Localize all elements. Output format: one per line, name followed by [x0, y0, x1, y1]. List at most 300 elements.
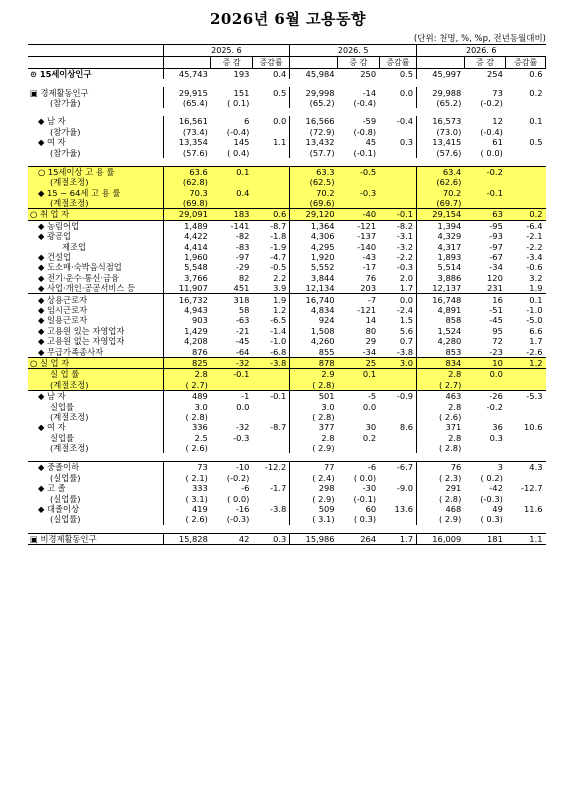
value-cell	[379, 412, 416, 422]
value-cell: 254	[487, 69, 503, 80]
table-row	[28, 326, 546, 336]
value-cell: (-0.1)	[353, 493, 377, 504]
value-cell: ( 0.3)	[480, 514, 503, 525]
spacer-row	[28, 108, 546, 116]
value-cell: -63	[235, 315, 250, 326]
spacer-row	[28, 79, 546, 87]
value-cell: 16	[464, 294, 506, 305]
value-cell	[252, 147, 289, 157]
table-row	[28, 188, 546, 198]
header-chg: 증 감	[211, 57, 253, 69]
value-cell: 70.2	[290, 188, 338, 198]
value-cell: 70.3	[163, 188, 211, 198]
header-rate: 증감률	[252, 57, 289, 69]
value-cell: -3.2	[396, 241, 414, 252]
value-cell	[379, 514, 416, 524]
value-cell: 0.0	[362, 401, 377, 412]
value-cell: 2.8	[417, 401, 465, 411]
value-cell	[252, 166, 289, 177]
value-cell: 14	[365, 315, 377, 326]
value-cell: 49	[492, 504, 503, 515]
value-cell: 73	[163, 462, 211, 473]
table-row	[28, 166, 546, 177]
value-cell: 29,915	[163, 87, 211, 97]
value-cell	[464, 380, 506, 391]
value-cell: -3.4	[526, 252, 543, 263]
row-label: ◆ 상용근로자	[28, 294, 163, 305]
value-cell: -8.7	[270, 422, 287, 433]
value-cell: (62.8)	[163, 177, 211, 187]
row-label: (계절조정)	[50, 411, 89, 422]
value-cell: 16,748	[417, 294, 465, 305]
value-cell: (-0.2)	[226, 472, 250, 483]
value-cell: -0.2	[486, 401, 503, 412]
value-cell: -59	[362, 116, 377, 127]
value-cell: 29	[365, 336, 377, 347]
value-cell: 13,354	[163, 137, 211, 147]
header-period-3: 2026. 6	[417, 45, 546, 57]
value-cell: 29,988	[417, 87, 465, 97]
value-cell: 63.6	[163, 166, 211, 177]
value-cell: ( 2.9)	[290, 443, 338, 453]
value-cell	[464, 412, 506, 422]
value-cell: ( 3.1)	[290, 514, 338, 524]
value-cell	[506, 369, 546, 380]
value-cell: ( 2.8)	[290, 380, 338, 391]
value-cell: 30	[365, 422, 377, 433]
value-cell: -10	[211, 462, 253, 473]
value-cell: 0.6	[252, 209, 289, 220]
value-cell	[252, 380, 289, 391]
value-cell: -6.8	[270, 346, 287, 357]
value-cell	[506, 147, 546, 157]
value-cell: ( 0.3)	[353, 514, 377, 525]
value-cell: 853	[417, 346, 465, 357]
row-label: ○ 취 업 자	[28, 209, 163, 220]
value-cell: 4,295	[290, 241, 338, 251]
row-label: (참가율)	[50, 147, 81, 158]
table-row	[28, 462, 546, 473]
value-cell: 15,986	[290, 533, 338, 544]
row-label: (계절조정)	[50, 443, 89, 454]
value-cell: 509	[290, 504, 338, 514]
value-cell: 463	[417, 390, 465, 401]
value-cell: (62.6)	[417, 177, 465, 187]
table-row	[28, 283, 546, 294]
value-cell	[464, 177, 506, 187]
value-cell: -2.2	[526, 241, 543, 252]
value-cell	[211, 198, 253, 209]
value-cell: -0.6	[526, 262, 543, 273]
value-cell: 10.6	[524, 422, 543, 433]
value-cell: 1,429	[163, 326, 211, 336]
table-row	[28, 473, 546, 483]
value-cell: 42	[211, 533, 253, 544]
value-cell: 82	[238, 272, 250, 283]
value-cell: 183	[211, 209, 253, 220]
value-cell: -97	[489, 241, 503, 252]
value-cell	[379, 127, 416, 137]
table-row	[28, 514, 546, 524]
row-label: ◆ 중졸이하	[28, 462, 163, 473]
value-cell: ( 2.9)	[290, 493, 338, 503]
value-cell: 0.5	[529, 137, 543, 148]
value-cell: -1.7	[270, 483, 287, 494]
value-cell: 1,508	[290, 326, 338, 336]
value-cell	[211, 443, 253, 453]
row-label: (계절조정)	[28, 380, 163, 391]
value-cell: -83	[235, 241, 250, 252]
value-cell: ( 0.0)	[353, 472, 377, 483]
value-cell	[252, 473, 289, 483]
value-cell: 0.1	[506, 294, 546, 305]
value-cell: 0.1	[529, 116, 543, 127]
row-label: ○ 15세이상 고 용 률	[28, 166, 163, 177]
row-label: ◆ 남 자	[38, 116, 66, 127]
row-label: ◆ 광공업	[38, 231, 72, 242]
value-cell: 70.2	[417, 188, 465, 198]
row-label: (참가율)	[50, 97, 81, 108]
table-row	[28, 422, 546, 432]
value-cell: 2.8	[417, 433, 465, 443]
value-cell: -29	[235, 262, 250, 273]
value-cell: 120	[487, 272, 503, 283]
value-cell: -2.1	[526, 231, 543, 242]
value-cell: 13.6	[394, 504, 414, 515]
value-cell: 2.5	[163, 433, 211, 443]
value-cell: -23	[489, 346, 503, 357]
value-cell: -1.8	[270, 231, 287, 242]
value-cell	[506, 127, 546, 137]
value-cell: 2.8	[163, 369, 211, 380]
value-cell: 0.3	[489, 432, 503, 443]
table-row	[28, 412, 546, 422]
value-cell: 45,997	[417, 69, 465, 80]
value-cell: 333	[163, 483, 211, 493]
value-cell: 11,907	[163, 283, 211, 294]
value-cell: -121	[357, 305, 377, 315]
value-cell: 4,208	[163, 336, 211, 346]
value-cell: (73.4)	[163, 127, 211, 137]
value-cell: 0.4	[211, 188, 253, 198]
value-cell: -6.5	[270, 315, 287, 326]
value-cell: 4,943	[163, 305, 211, 315]
value-cell: 0.2	[506, 209, 546, 220]
value-cell: 0.2	[529, 87, 543, 98]
value-cell: 5,552	[290, 262, 338, 272]
value-cell: 3,766	[163, 273, 211, 283]
row-label: ◆ 임시근로자	[38, 305, 88, 315]
value-cell: -12.7	[521, 483, 543, 494]
row-label: (계절조정)	[28, 177, 163, 187]
value-cell	[252, 514, 289, 524]
value-cell: (-0.3)	[480, 493, 503, 504]
value-cell: (-0.4)	[353, 97, 377, 108]
table-row	[28, 401, 546, 411]
table-row	[28, 252, 546, 262]
table-row	[28, 305, 546, 315]
value-cell: 318	[211, 294, 253, 305]
value-cell: ( 2.6)	[163, 443, 211, 453]
table-row	[28, 493, 546, 503]
table-row	[28, 504, 546, 514]
value-cell: (72.9)	[290, 127, 338, 137]
value-cell: -137	[357, 231, 377, 242]
table-row	[28, 369, 546, 380]
value-cell: 16,566	[290, 116, 338, 126]
value-cell	[506, 177, 546, 187]
value-cell: -6	[338, 462, 380, 473]
value-cell: ( 2.8)	[417, 493, 465, 503]
value-cell: 4,422	[163, 231, 211, 241]
value-cell: 6	[244, 116, 250, 127]
table-row	[28, 390, 546, 401]
value-cell: 0.1	[211, 166, 253, 177]
value-cell	[338, 177, 380, 187]
value-cell: 95	[492, 325, 503, 336]
value-cell: -1.0	[270, 336, 287, 347]
value-cell: 2.9	[290, 369, 338, 380]
row-label: 실 업 률	[28, 369, 163, 380]
value-cell: 0.0	[464, 369, 506, 380]
value-cell: 0.3	[252, 533, 289, 544]
table-row	[28, 357, 546, 368]
value-cell: 13,432	[290, 137, 338, 147]
table-row	[28, 483, 546, 493]
value-cell	[506, 473, 546, 483]
value-cell: ( 0.0)	[227, 493, 250, 504]
value-cell	[464, 443, 506, 453]
value-cell: -0.1	[270, 391, 287, 402]
row-label: 제조업	[62, 241, 87, 252]
value-cell: (-0.4)	[480, 126, 503, 137]
value-cell: 264	[338, 533, 380, 544]
spacer-row	[28, 158, 546, 167]
value-cell: -6	[241, 483, 250, 494]
value-cell	[211, 177, 253, 187]
value-cell: 1.7	[399, 283, 414, 294]
value-cell: 834	[417, 357, 465, 368]
value-cell: 1,960	[163, 252, 211, 262]
value-cell	[211, 412, 253, 422]
value-cell: 876	[163, 346, 211, 357]
row-label: ◆ 도소매·숙박음식점업	[38, 262, 122, 273]
value-cell: ( 2.3)	[417, 473, 465, 483]
header-chg: 증 감	[338, 57, 380, 69]
value-cell: 231	[487, 283, 503, 294]
table-body	[28, 69, 546, 545]
value-cell: 0.2	[362, 432, 377, 443]
value-cell	[379, 369, 416, 380]
value-cell: -0.1	[464, 188, 506, 198]
value-cell: 4,329	[417, 231, 465, 241]
row-label: ◆ 일용근로자	[38, 315, 88, 326]
row-label: ▣ 경제활동인구	[30, 87, 89, 98]
value-cell: -2.4	[396, 305, 414, 315]
value-cell: (69.7)	[417, 198, 465, 209]
value-cell: 16,732	[163, 294, 211, 305]
value-cell	[379, 401, 416, 411]
value-cell: -0.1	[211, 369, 253, 380]
row-label: 실업률	[50, 432, 75, 443]
value-cell: 903	[163, 315, 211, 325]
value-cell: 0.4	[273, 69, 287, 80]
value-cell: (69.8)	[163, 198, 211, 209]
value-cell: 4,834	[290, 305, 338, 315]
value-cell: 16,740	[290, 294, 338, 305]
header-rate: 증감률	[506, 57, 546, 69]
value-cell: -40	[338, 209, 380, 220]
value-cell	[252, 177, 289, 187]
value-cell: 3.0	[163, 401, 211, 411]
value-cell: 0.0	[399, 87, 414, 98]
value-cell: -0.5	[338, 166, 380, 177]
value-cell: 145	[233, 137, 250, 148]
value-cell: 61	[492, 137, 503, 148]
value-cell: 878	[290, 357, 338, 368]
value-cell: -5.0	[526, 315, 543, 326]
value-cell: ( 3.1)	[163, 493, 211, 503]
value-cell: 0.0	[236, 401, 250, 412]
value-cell: 4,260	[290, 336, 338, 346]
value-cell: (-0.1)	[353, 147, 377, 158]
value-cell	[379, 443, 416, 453]
header-rate: 증감률	[379, 57, 416, 69]
value-cell: 3.2	[529, 272, 543, 283]
row-label: ○ 실 업 자	[28, 357, 163, 368]
value-cell: (57.6)	[417, 147, 465, 157]
value-cell: -1.4	[270, 325, 287, 336]
table-row	[28, 116, 546, 126]
row-label: (실업률)	[50, 472, 81, 483]
table-row	[28, 443, 546, 453]
row-label: ◆ 고 졸	[38, 483, 66, 494]
unit-note: (단위: 천명, %, %p, 전년동월대비)	[413, 34, 546, 44]
value-cell: 4.3	[506, 462, 546, 473]
value-cell	[338, 412, 380, 422]
value-cell: -26	[489, 391, 503, 402]
value-cell: 2.2	[273, 272, 287, 283]
value-cell: -14	[362, 87, 377, 98]
value-cell: -0.3	[396, 262, 414, 273]
table-row	[28, 147, 546, 157]
value-cell: -1.0	[526, 305, 543, 315]
value-cell: 11.6	[524, 504, 543, 515]
value-cell: 12,137	[417, 283, 465, 294]
value-cell: 468	[417, 504, 465, 514]
value-cell: 1.7	[529, 336, 543, 347]
value-cell: -3.1	[396, 231, 414, 242]
value-cell: 25	[338, 357, 380, 368]
header-sub-row	[28, 57, 546, 69]
value-cell: 1.9	[252, 294, 289, 305]
value-cell	[252, 433, 289, 443]
value-cell: 76	[365, 272, 377, 283]
value-cell: ( 2.7)	[163, 380, 211, 391]
value-cell: 45	[365, 137, 377, 148]
value-cell: 76	[417, 462, 465, 473]
value-cell	[211, 380, 253, 391]
value-cell: 151	[233, 87, 250, 98]
value-cell: -32	[235, 422, 250, 433]
table-row	[28, 433, 546, 443]
value-cell: -43	[362, 252, 377, 263]
value-cell: -6.4	[526, 220, 543, 231]
value-cell: -121	[357, 220, 377, 231]
value-cell	[506, 493, 546, 503]
table-row	[28, 198, 546, 209]
value-cell: 1,394	[417, 220, 465, 231]
table-row	[28, 209, 546, 220]
table-row	[28, 273, 546, 283]
value-cell	[252, 369, 289, 380]
value-cell: -2.2	[396, 252, 414, 263]
value-cell: (62.5)	[290, 177, 338, 187]
row-label: ◆ 대졸이상	[38, 504, 80, 515]
table-row	[28, 241, 546, 251]
value-cell: 3.0	[379, 357, 416, 368]
value-cell	[506, 380, 546, 391]
value-cell: (-0.2)	[480, 97, 503, 108]
value-cell: 193	[233, 69, 250, 80]
value-cell: 4,317	[417, 241, 465, 251]
value-cell: 0.7	[399, 336, 414, 347]
value-cell: -1	[241, 391, 250, 402]
value-cell: 29,120	[290, 209, 338, 220]
value-cell	[506, 412, 546, 422]
value-cell	[252, 98, 289, 108]
value-cell: -9.0	[396, 483, 414, 494]
row-label: 실업률	[50, 401, 75, 412]
value-cell: 12	[492, 116, 503, 127]
value-cell: ( 2.8)	[417, 443, 465, 453]
value-cell: -7	[338, 294, 380, 305]
value-cell: -6.7	[379, 462, 416, 473]
value-cell: -0.3	[338, 188, 380, 198]
value-cell: ( 2.1)	[163, 473, 211, 483]
value-cell: -17	[362, 262, 377, 273]
table-row	[28, 137, 546, 147]
page-title: 2026년 6월 고용동향	[209, 10, 367, 28]
value-cell	[506, 443, 546, 453]
value-cell: 12,134	[290, 283, 338, 294]
value-cell: 1,364	[290, 220, 338, 231]
value-cell: ( 2.6)	[163, 514, 211, 524]
table-row	[28, 69, 546, 80]
value-cell: 29,091	[163, 209, 211, 220]
value-cell: 29,154	[417, 209, 465, 220]
value-cell	[379, 473, 416, 483]
value-cell: 77	[290, 462, 338, 473]
value-cell: 16,009	[417, 533, 465, 544]
value-cell: 1,524	[417, 326, 465, 336]
value-cell: 377	[290, 422, 338, 432]
employment-table	[28, 44, 546, 545]
value-cell	[379, 188, 416, 198]
value-cell: -0.3	[233, 432, 250, 443]
row-label: (계절조정)	[28, 198, 163, 209]
value-cell: -32	[211, 357, 253, 368]
value-cell: 3,844	[290, 273, 338, 283]
value-cell: 36	[492, 422, 503, 433]
value-cell: 4,414	[163, 241, 211, 251]
value-cell: 16,573	[417, 116, 465, 126]
value-cell	[252, 198, 289, 209]
value-cell	[464, 198, 506, 209]
table-row	[28, 294, 546, 305]
value-cell: -82	[235, 231, 250, 242]
value-cell: ( 0.0)	[480, 147, 503, 158]
